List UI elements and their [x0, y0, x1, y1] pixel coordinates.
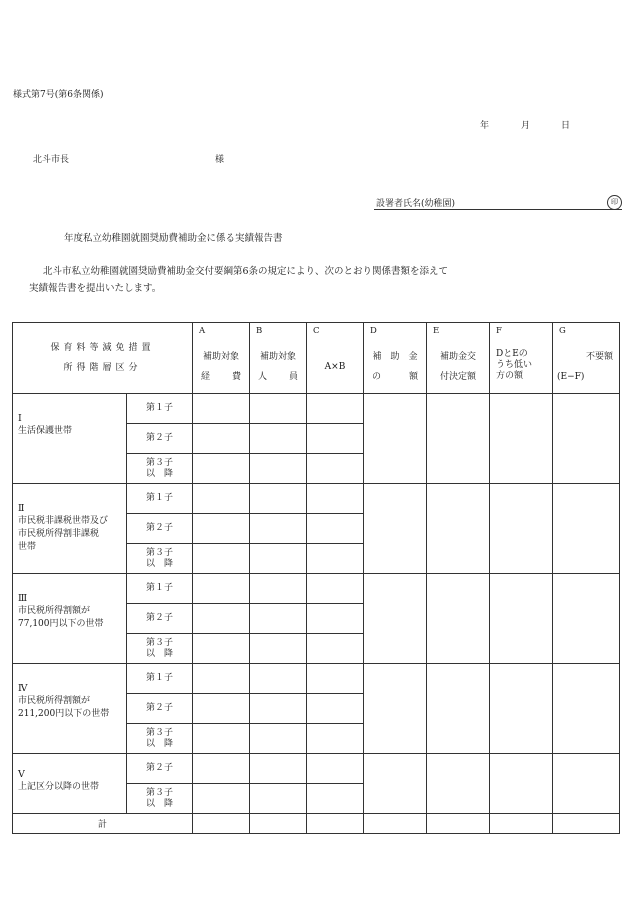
child-label-first: 第１子 [127, 664, 193, 694]
cell-b[interactable] [250, 724, 307, 754]
cell-b[interactable] [250, 484, 307, 514]
form-number: 様式第7号(第6条関係) [13, 90, 104, 100]
cell-a[interactable] [193, 454, 250, 484]
total-c[interactable] [307, 814, 364, 834]
cell-e[interactable] [427, 484, 490, 574]
cell-e[interactable] [427, 754, 490, 814]
cell-d[interactable] [364, 394, 427, 484]
child-label-second: 第２子 [127, 424, 193, 454]
header-a-line2a: 経 [201, 372, 211, 382]
header-a-letter: A [199, 326, 206, 336]
child-label-second: 第２子 [127, 694, 193, 724]
child-label-third-line2: 以 降 [145, 648, 173, 659]
cell-c[interactable] [307, 754, 364, 784]
header-f-letter: F [496, 326, 502, 336]
header-c-letter: C [313, 326, 320, 336]
category-2-line1: 市民税非課税世帯及び [18, 516, 109, 526]
category-2 [13, 484, 127, 574]
cell-b[interactable] [250, 514, 307, 544]
header-col-a [193, 323, 250, 394]
header-b-line2a: 人 [258, 372, 268, 382]
child-label-third-line1: 第３子 [145, 727, 173, 738]
applicant-label: 設署者氏名(幼稚園) [376, 199, 456, 209]
header-b-line2b: 員 [288, 372, 298, 382]
child-label-third [127, 544, 193, 574]
cell-c[interactable] [307, 574, 364, 604]
cell-a[interactable] [193, 574, 250, 604]
category-1 [13, 394, 127, 484]
cell-c[interactable] [307, 484, 364, 514]
cell-e[interactable] [427, 394, 490, 484]
child-label-third-line1: 第３子 [145, 787, 173, 798]
child-label-third-line2: 以 降 [145, 798, 173, 809]
cell-c[interactable] [307, 724, 364, 754]
header-d-line2b: 額 [408, 372, 418, 382]
header-g-letter: G [559, 326, 566, 336]
cell-b[interactable] [250, 784, 307, 814]
cell-b[interactable] [250, 544, 307, 574]
cell-a[interactable] [193, 424, 250, 454]
child-label-third-line2: 以 降 [145, 558, 173, 569]
cell-c[interactable] [307, 634, 364, 664]
category-3-number: Ⅲ [18, 593, 28, 604]
table-row [13, 394, 620, 424]
child-label-third [127, 784, 193, 814]
category-4 [13, 664, 127, 754]
category-2-number: Ⅱ [18, 503, 25, 514]
cell-c[interactable] [307, 454, 364, 484]
cell-e[interactable] [427, 664, 490, 754]
child-label-third [127, 724, 193, 754]
cell-c[interactable] [307, 544, 364, 574]
total-d[interactable] [364, 814, 427, 834]
child-label-second: 第２子 [127, 604, 193, 634]
child-label-third-line1: 第３子 [145, 457, 173, 468]
child-label-second: 第２子 [127, 754, 193, 784]
cell-d[interactable] [364, 754, 427, 814]
header-first-line2: 所得階層区分 [63, 363, 142, 373]
cell-c[interactable] [307, 604, 364, 634]
table-row [13, 664, 620, 694]
child-label-third-line1: 第３子 [145, 547, 173, 558]
cell-a[interactable] [193, 484, 250, 514]
header-col-d [364, 323, 427, 394]
cell-a[interactable] [193, 604, 250, 634]
cell-d[interactable] [364, 664, 427, 754]
cell-e[interactable] [427, 574, 490, 664]
table-row [13, 754, 620, 784]
header-g-line2: (E−F) [557, 372, 585, 382]
cell-b[interactable] [250, 394, 307, 424]
child-label-first: 第１子 [127, 394, 193, 424]
cell-b[interactable] [250, 664, 307, 694]
category-5 [13, 754, 127, 814]
header-first-line1: 保育料等減免措置 [50, 343, 155, 353]
header-b-line1: 補助対象 [259, 352, 296, 362]
header-d-letter: D [370, 326, 377, 336]
cell-a[interactable] [193, 514, 250, 544]
cell-g[interactable] [553, 664, 620, 754]
header-e-letter: E [433, 326, 440, 336]
body-text-line2: 実績報告書を提出いたします。 [29, 283, 162, 294]
report-table [12, 322, 620, 834]
child-label-third [127, 454, 193, 484]
header-col-b [250, 323, 307, 394]
cell-c[interactable] [307, 664, 364, 694]
category-1-line1: 生活保護世帯 [18, 426, 73, 436]
header-col-g [553, 323, 620, 394]
cell-g[interactable] [553, 754, 620, 814]
category-2-line3: 世帯 [18, 542, 37, 552]
cell-a[interactable] [193, 694, 250, 724]
category-3 [13, 574, 127, 664]
header-a-line1: 補助対象 [202, 352, 239, 362]
child-label-first: 第１子 [127, 484, 193, 514]
header-col-c [307, 323, 364, 394]
total-f[interactable] [490, 814, 553, 834]
category-3-line1: 市民税所得割額が [18, 606, 91, 616]
cell-b[interactable] [250, 454, 307, 484]
category-5-line1: 上記区分以降の世帯 [18, 782, 100, 792]
addressee-honorific: 様 [215, 155, 225, 165]
cell-f[interactable] [490, 754, 553, 814]
header-c-body: A×B [324, 362, 346, 372]
cell-c[interactable] [307, 694, 364, 724]
category-3-line2: 77,100円以下の世帯 [18, 619, 104, 629]
cell-g[interactable] [553, 574, 620, 664]
total-row [13, 814, 620, 834]
cell-f[interactable] [490, 664, 553, 754]
signature-line [374, 209, 622, 210]
cell-c[interactable] [307, 784, 364, 814]
header-e-line1: 補助金交 [439, 352, 476, 362]
category-4-line2: 211,200円以下の世帯 [18, 709, 110, 719]
total-e[interactable] [427, 814, 490, 834]
cell-c[interactable] [307, 394, 364, 424]
cell-c[interactable] [307, 424, 364, 454]
header-b-letter: B [256, 326, 263, 336]
total-b[interactable] [250, 814, 307, 834]
cell-b[interactable] [250, 754, 307, 784]
table-row [13, 574, 620, 604]
header-f-line3: 方の額 [496, 371, 524, 381]
cell-g[interactable] [553, 484, 620, 574]
header-g-line1: 不要額 [585, 352, 613, 362]
cell-g[interactable] [553, 394, 620, 484]
cell-f[interactable] [490, 394, 553, 484]
child-label-third-line2: 以 降 [145, 468, 173, 479]
cell-a[interactable] [193, 544, 250, 574]
category-5-number: Ⅴ [18, 769, 25, 780]
header-classification [13, 323, 193, 394]
date-year-label: 年 [480, 121, 490, 131]
cell-d[interactable] [364, 574, 427, 664]
cell-d[interactable] [364, 484, 427, 574]
header-col-e [427, 323, 490, 394]
cell-b[interactable] [250, 574, 307, 604]
cell-f[interactable] [490, 484, 553, 574]
cell-a[interactable] [193, 634, 250, 664]
category-1-number: Ⅰ [18, 413, 22, 424]
total-g[interactable] [553, 814, 620, 834]
child-label-third-line2: 以 降 [145, 738, 173, 749]
total-a[interactable] [193, 814, 250, 834]
cell-f[interactable] [490, 574, 553, 664]
total-label: 計 [13, 814, 193, 834]
document-title: 年度私立幼稚園就園奨励費補助金に係る実績報告書 [64, 233, 283, 244]
addressee-name: 北斗市長 [33, 155, 70, 165]
category-2-line2: 市民税所得割非課税 [18, 529, 100, 539]
header-row [13, 323, 620, 394]
header-d-line2a: の [372, 372, 382, 382]
child-label-third-line1: 第３子 [145, 637, 173, 648]
cell-b[interactable] [250, 424, 307, 454]
table-row [13, 484, 620, 514]
cell-a[interactable] [193, 784, 250, 814]
header-col-f [490, 323, 553, 394]
child-label-second: 第２子 [127, 514, 193, 544]
child-label-third [127, 634, 193, 664]
seal-mark: 印 [607, 195, 622, 210]
header-f-line2: うち低い [496, 360, 533, 370]
child-label-first: 第１子 [127, 574, 193, 604]
category-4-number: Ⅳ [18, 683, 28, 694]
cell-a[interactable] [193, 664, 250, 694]
date-month-label: 月 [521, 121, 531, 131]
cell-a[interactable] [193, 724, 250, 754]
cell-c[interactable] [307, 514, 364, 544]
header-d-line1: 補 助 金 [372, 352, 418, 362]
header-a-line2b: 費 [231, 372, 241, 382]
date-day-label: 日 [561, 121, 571, 131]
cell-b[interactable] [250, 604, 307, 634]
body-text-line1: 北斗市私立幼稚園就園奨励費補助金交付要綱第6条の規定により、次のとおり関係書類を添えて [43, 266, 449, 277]
cell-a[interactable] [193, 754, 250, 784]
cell-b[interactable] [250, 634, 307, 664]
cell-a[interactable] [193, 394, 250, 424]
category-4-line1: 市民税所得割額が [18, 696, 91, 706]
cell-b[interactable] [250, 694, 307, 724]
header-f-line1: DとEの [496, 349, 528, 359]
header-e-line2: 付決定額 [439, 372, 476, 382]
